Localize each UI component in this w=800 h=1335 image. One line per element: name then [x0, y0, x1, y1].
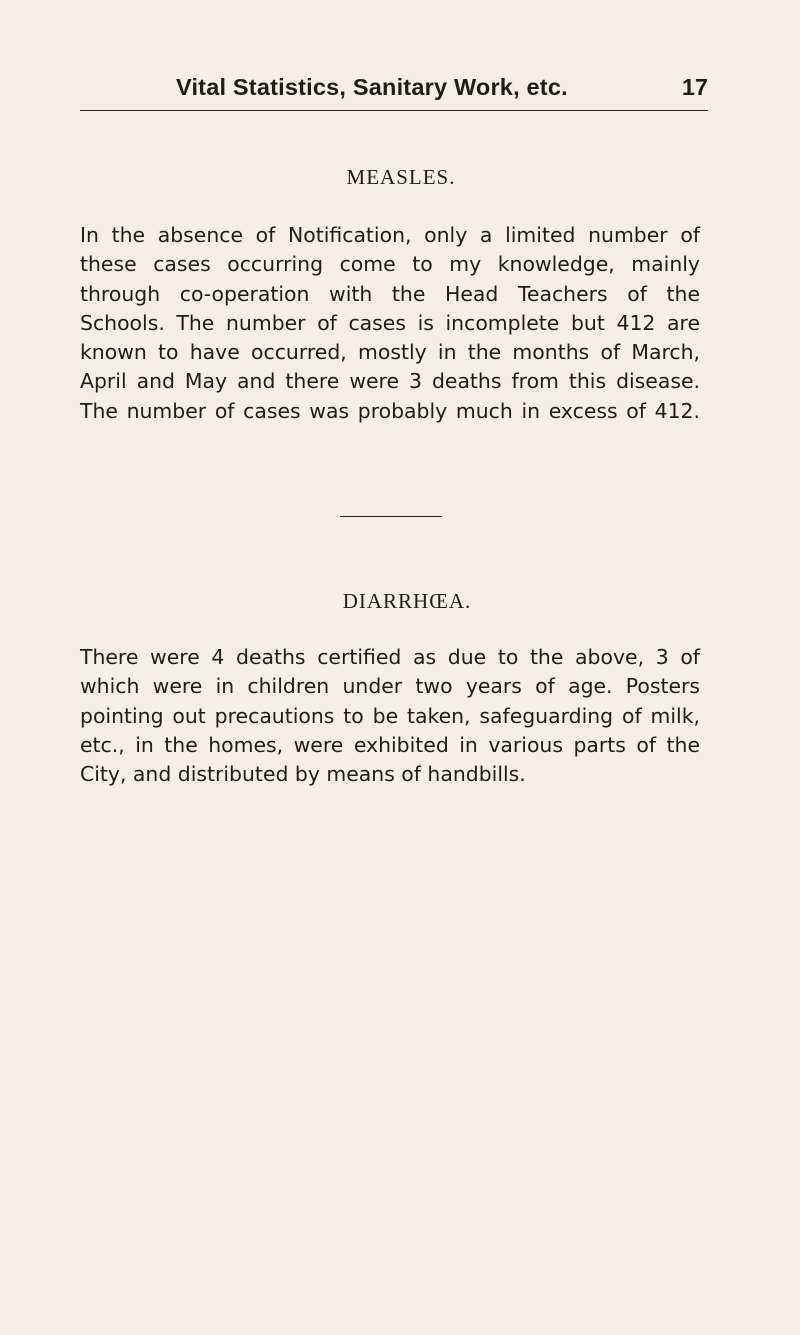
- text-line: City, and distributed by means of handbills.: [80, 762, 526, 787]
- section-heading-diarrhoea: DIARRHŒA.: [342, 589, 472, 613]
- text-line: through co-operation with the Head Teachers of the: [80, 281, 700, 306]
- text-line: pointing out precautions to be taken, safeguarding of milk,: [80, 703, 700, 728]
- text-line: Schools. The number of cases is incomplete but 412 are: [80, 310, 700, 335]
- text-line: In the absence of Notification, only a limited number of: [80, 223, 700, 247]
- running-title: Vital Statistics, Sanitary Work, etc.: [176, 74, 568, 100]
- paragraph-measles: [80, 221, 700, 426]
- running-header: [80, 70, 708, 114]
- paragraph-diarrhoea: [80, 643, 700, 789]
- page-number: 17: [681, 74, 708, 100]
- text-line: known to have occurred, mostly in the months of March,: [80, 340, 700, 365]
- header-rule: [80, 110, 708, 111]
- text-line: etc., in the homes, were exhibited in various parts of the: [80, 732, 700, 757]
- text-line: April and May and there were 3 deaths from this disease.: [80, 369, 700, 394]
- section-divider: [340, 516, 442, 517]
- text-line: which were in children under two years of age. Posters: [80, 674, 700, 699]
- text-line: There were 4 deaths certified as due to the above, 3 of: [80, 645, 700, 669]
- text-line: The number of cases was probably much in excess of 412.: [80, 398, 700, 423]
- section-heading-measles: MEASLES.: [346, 165, 456, 189]
- text-line: these cases occurring come to my knowledge, mainly: [80, 252, 700, 277]
